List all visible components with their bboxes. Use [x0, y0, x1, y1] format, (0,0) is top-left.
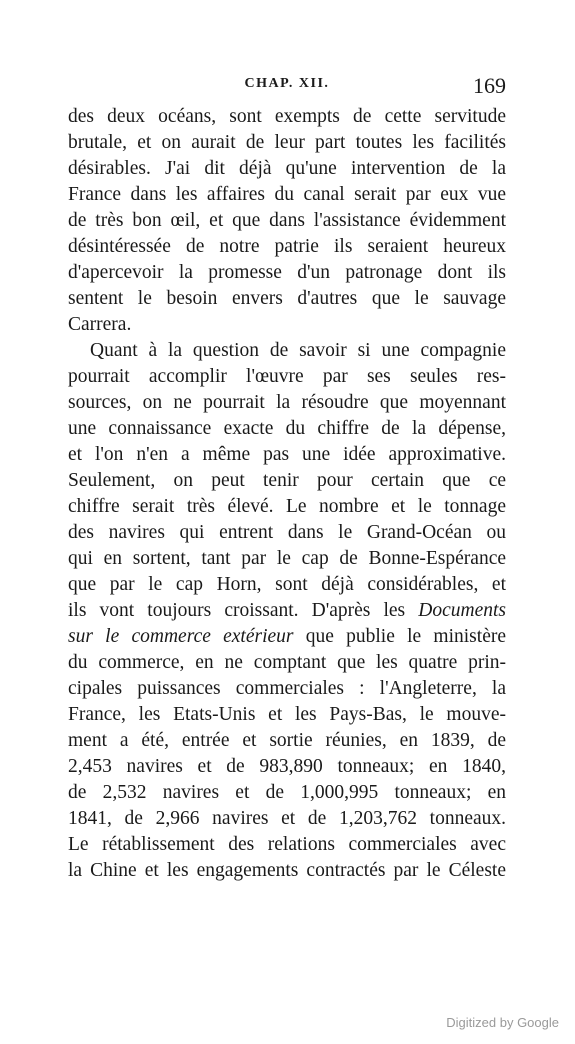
text-line: une connaissance exacte du chiffre de la dépense,: [68, 418, 506, 439]
text-line: du commerce, en ne comptant que les quatre prin-: [68, 652, 506, 673]
text-line: que par le cap Horn, sont déjà considérables, et: [68, 574, 506, 595]
text-line: de 2,532 navires et de 1,000,995 tonneaux; en: [68, 782, 506, 803]
text-line: [68, 598, 506, 624]
italic-title: Documents: [418, 600, 506, 621]
text-line: la Chine et les engagements contractés par le Céleste: [68, 860, 506, 881]
text-line: Carrera.: [68, 314, 132, 335]
text-line: des navires qui entrent dans le Grand-Océan ou: [68, 522, 506, 543]
text-line: qui en sortent, tant par le cap de Bonne-Espérance: [68, 548, 506, 569]
text-line: 2,453 navires et de 983,890 tonneaux; en 1840,: [68, 756, 506, 777]
text-line: désirables. J'ai dit déjà qu'une intervention de la: [68, 158, 506, 179]
line-text: ils vont toujours croissant. D'après les: [68, 600, 406, 621]
text-line: de très bon œil, et que dans l'assistance évidemment: [68, 210, 506, 231]
italic-title: sur le commerce extérieur: [68, 626, 294, 647]
text-line: sentent le besoin envers d'autres que le sauvage: [68, 288, 506, 309]
running-head: CHAP. XII.: [244, 76, 330, 91]
text-line: et l'on n'en a même pas une idée approximative.: [68, 444, 506, 465]
text-line: brutale, et on aurait de leur part toutes les facilités: [68, 132, 506, 153]
text-line: Seulement, on peut tenir pour certain que ce: [68, 470, 506, 491]
text-line: chiffre serait très élevé. Le nombre et le tonnage: [68, 496, 506, 517]
text-line: Quant à la question de savoir si une compagnie: [90, 340, 506, 361]
text-line: [68, 624, 506, 650]
text-line: désintéressée de notre patrie ils seraient heureux: [68, 236, 506, 257]
text-line: d'apercevoir la promesse d'un patronage dont ils: [68, 262, 506, 283]
text-line: pourrait accomplir l'œuvre par ses seules res-: [68, 366, 506, 387]
page-number: 169: [473, 73, 506, 98]
text-line: Le rétablissement des relations commerciales avec: [68, 834, 506, 855]
text-line: ment a été, entrée et sortie réunies, en 1839, de: [68, 730, 506, 751]
text-line: des deux océans, sont exempts de cette servitude: [68, 106, 506, 127]
text-line: France, les Etats-Unis et les Pays-Bas, le mouve-: [68, 704, 506, 725]
page-header: [68, 73, 506, 102]
text-line: 1841, de 2,966 navires et de 1,203,762 tonneaux.: [68, 808, 506, 829]
text-line: France dans les affaires du canal serait par eux vue: [68, 184, 506, 205]
text-line: cipales puissances commerciales : l'Angleterre, la: [68, 678, 506, 699]
line-text: que publie le ministère: [305, 626, 506, 647]
watermark-text: Digitized by Google: [446, 1015, 559, 1030]
body-text: [68, 104, 506, 884]
text-line: sources, on ne pourrait la résoudre que moyennant: [68, 392, 506, 413]
